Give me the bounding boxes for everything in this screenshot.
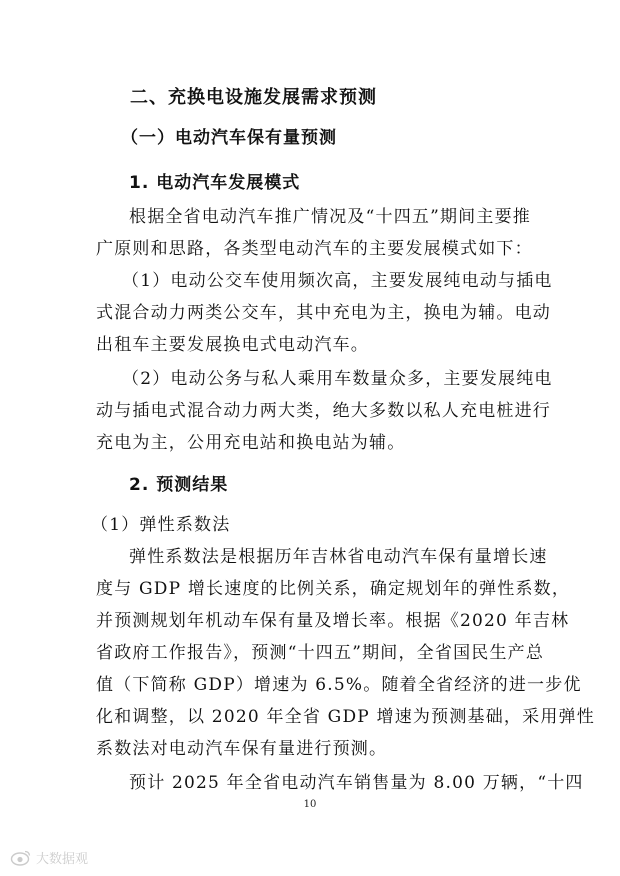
watermark-text: 大数据观 — [36, 852, 89, 867]
paragraph-line: 值（下简称 GDP）增速为 6.5%。随着全省经济的进一步优 — [96, 675, 582, 695]
section-heading: 二、充换电设施发展需求预测 — [130, 87, 377, 108]
subsection-heading: （一）电动汽车保有量预测 — [121, 128, 337, 148]
heading-forecast-results: 2. 预测结果 — [129, 475, 229, 495]
paragraph-line: 预计 2025 年全省电动汽车销售量为 8.00 万辆，“十四 — [129, 773, 584, 793]
paragraph-line: 度与 GDP 增长速度的比例关系，确定规划年的弹性系数， — [96, 579, 571, 599]
paragraph-line: 根据全省电动汽车推广情况及“十四五”期间主要推 — [129, 207, 531, 227]
paragraph-line: 化和调整，以 2020 年全省 GDP 增速为预测基础，采用弹性 — [96, 707, 595, 727]
paragraph-line: （1）电动公交车使用频次高，主要发展纯电动与插电 — [122, 271, 553, 291]
paragraph-line: 广原则和思路，各类型电动汽车的主要发展模式如下： — [96, 239, 533, 259]
paragraph-line: 系数法对电动汽车保有量进行预测。 — [96, 739, 388, 759]
page-number: 10 — [303, 799, 317, 810]
paragraph-line: 出租车主要发展换电式电动汽车。 — [96, 335, 369, 355]
paragraph-line: （2）电动公务与私人乘用车数量众多，主要发展纯电 — [122, 369, 553, 389]
paragraph-line: 充电为主，公用充电站和换电站为辅。 — [96, 433, 406, 453]
method-label: （1）弹性系数法 — [91, 515, 231, 535]
watermark — [10, 848, 88, 867]
weibo-eye-logo-icon — [10, 849, 32, 867]
paragraph-line: 并预测规划年机动车保有量及增长率。根据《2020 年吉林 — [96, 611, 570, 631]
heading-development-mode: 1. 电动汽车发展模式 — [129, 173, 301, 193]
paragraph-line: 弹性系数法是根据历年吉林省电动汽车保有量增长速 — [129, 547, 548, 567]
paragraph-line: 省政府工作报告》，预测“十四五”期间，全省国民生产总 — [96, 643, 545, 663]
paragraph-line: 动与插电式混合动力两大类，绝大多数以私人充电桩进行 — [96, 401, 551, 421]
paragraph-line: 式混合动力两类公交车，其中充电为主，换电为辅。电动 — [96, 303, 551, 323]
